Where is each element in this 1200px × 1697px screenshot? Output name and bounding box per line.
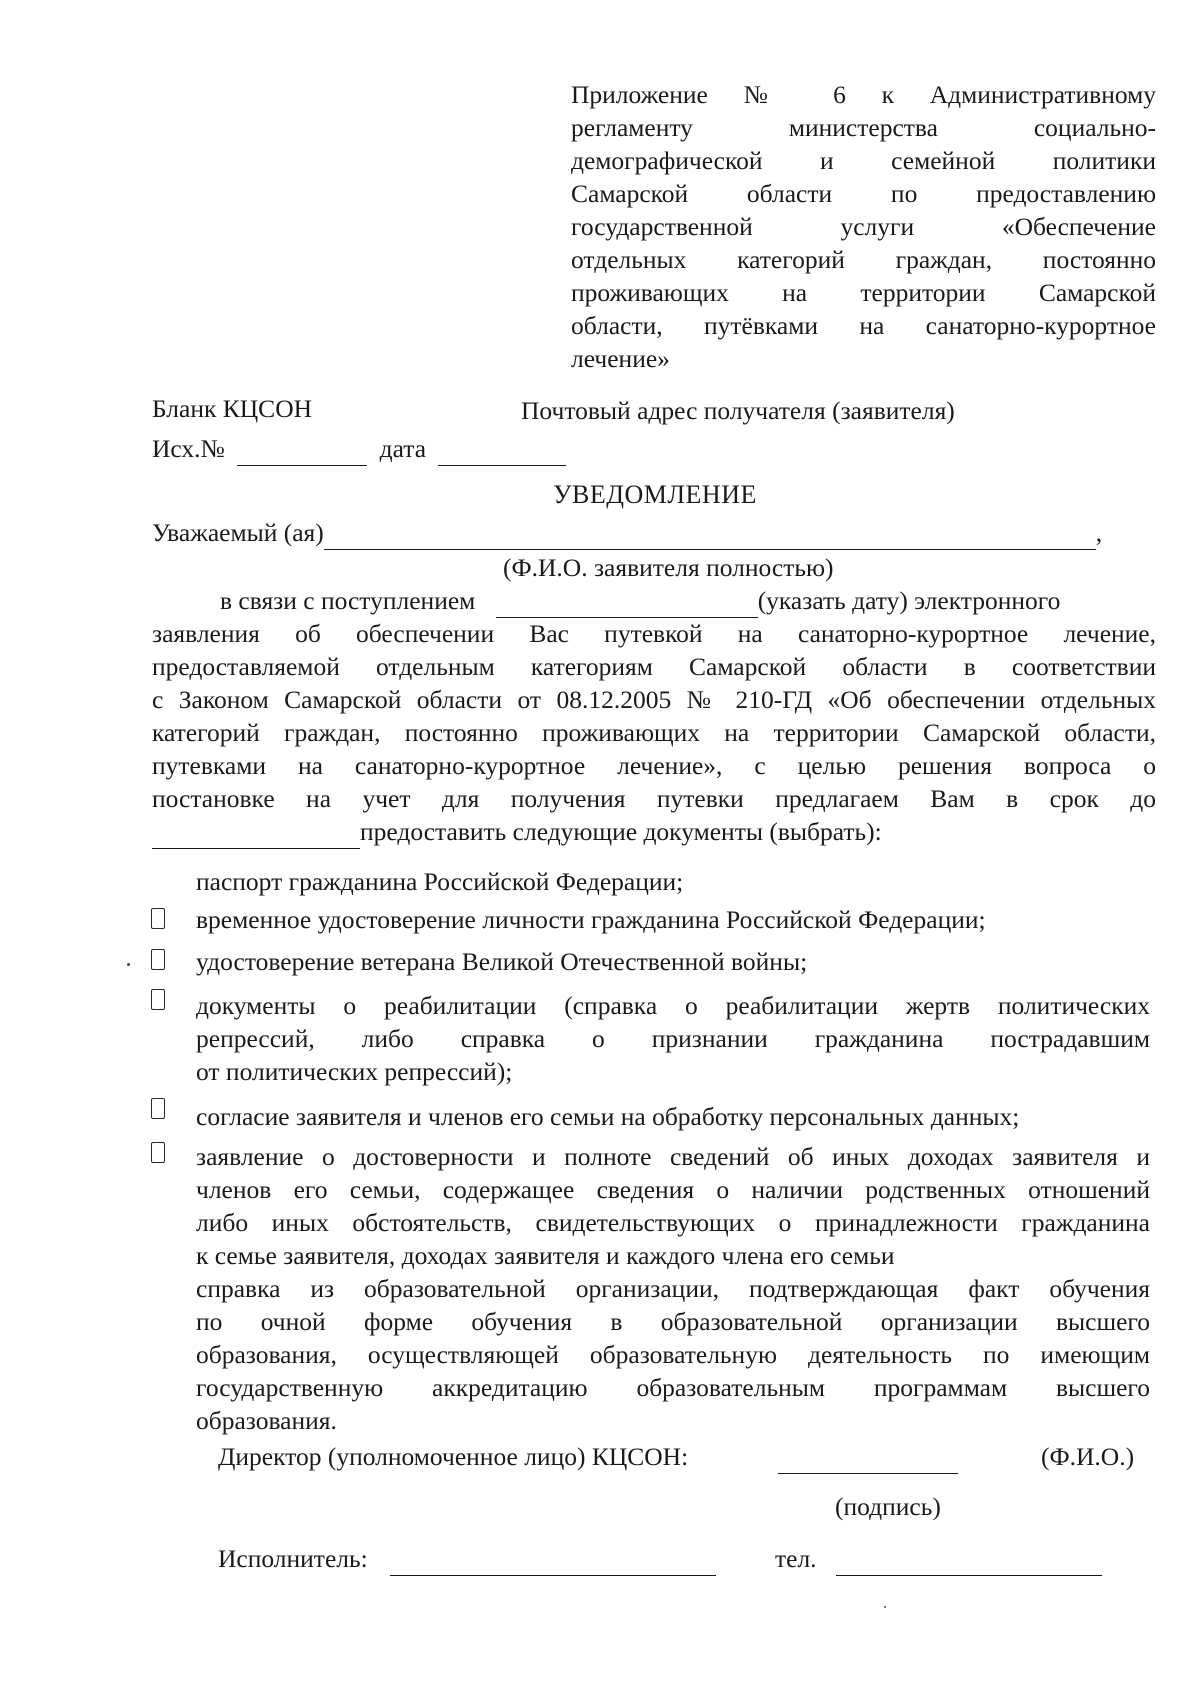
document-item-line: образования. (196, 1406, 337, 1435)
phone-label: тел. (775, 1544, 817, 1573)
applicant-name-hint: (Ф.И.О. заявителя полностью) (503, 553, 834, 582)
consent-checkbox[interactable] (151, 1098, 165, 1119)
document-item-line: справка из образовательной организации, подтверждающая факт обучения (196, 1274, 1150, 1303)
document-item-line: государственную аккредитацию образовательным программам высшего (196, 1373, 1150, 1402)
out-number-row (152, 432, 566, 466)
director-label: Директор (уполномоченное лицо) КЦСОН: (218, 1442, 689, 1471)
document-item-line: по очной форме обучения в образовательной организации высшего (196, 1307, 1150, 1336)
body-paragraph (152, 617, 1156, 849)
document-item-temp-id (196, 903, 1150, 936)
annex-block (571, 78, 1156, 375)
annex-line: области, путёвками на санаторно-курортное (571, 311, 1156, 340)
salutation-row (152, 516, 1102, 550)
signature-hint: (подпись) (835, 1492, 941, 1521)
salutation-comma: , (1095, 518, 1103, 547)
intro-hint: (указать дату) электронного (757, 586, 1061, 615)
annex-line: государственной услуги «Обеспечение (571, 212, 1156, 241)
document-item-consent (196, 1100, 1150, 1133)
closing-suffix: предоставить следующие документы (выбрать): (360, 817, 882, 846)
phone-field[interactable] (836, 1542, 1102, 1576)
document-item-text: удостоверение ветерана Великой Отечественной войны; (196, 947, 808, 976)
document-item-text: временное удостоверение личности гражданина Российской Федерации; (196, 905, 986, 934)
body-line: постановке на учет для получения путевки предлагаем Вам в срок до (152, 784, 1156, 813)
intro-prefix: в связи с поступлением (220, 586, 476, 615)
rehabilitation-checkbox[interactable] (151, 989, 165, 1010)
application-date-field[interactable] (496, 584, 758, 618)
document-item-rehabilitation (196, 989, 1150, 1088)
document-item-line: либо иных обстоятельств, свидетельствующих о принадлежности гражданина (196, 1208, 1150, 1237)
executor-field[interactable] (390, 1542, 716, 1576)
body-line: с Законом Самарской области от 08.12.2005 № 210-ГД «Об обеспечении отдельных (152, 685, 1156, 714)
document-item-education-certificate (196, 1272, 1150, 1437)
income-statement-checkbox[interactable] (151, 1142, 165, 1163)
document-item-passport (196, 865, 1150, 898)
document-item-line: членов его семьи, содержащее сведения о наличии родственных отношений (196, 1175, 1150, 1204)
body-line: путевками на санаторно-курортное лечение», с целью решения вопроса о (152, 751, 1156, 780)
intro-row (220, 584, 1156, 618)
document-item-line: к семье заявителя, доходах заявителя и каждого члена его семьи (196, 1241, 895, 1270)
scan-speck (127, 963, 130, 966)
temp-id-checkbox[interactable] (151, 908, 165, 929)
document-item-line: репрессий, либо справка о признании гражданина пострадавшим (196, 1024, 1150, 1053)
deadline-field[interactable] (152, 815, 360, 849)
body-line: предоставляемой отдельным категориям Самарской области в соответствии (152, 652, 1156, 681)
annex-line: демографической и семейной политики (571, 146, 1156, 175)
document-item-income-statement (196, 1140, 1150, 1272)
annex-line: отдельных категорий граждан, постоянно (571, 245, 1156, 274)
document-item-text: согласие заявителя и членов его семьи на обработку персональных данных; (196, 1102, 1020, 1131)
out-number-label: Исх.№ (152, 434, 225, 463)
body-line: заявления об обеспечении Вас путевкой на санаторно-курортное лечение, (152, 619, 1156, 648)
date-label: дата (379, 434, 427, 463)
annex-line: Самарской области по предоставлению (571, 179, 1156, 208)
recipient-address-label: Почтовый адрес получателя (заявителя) (521, 396, 955, 425)
scan-speck (884, 1606, 886, 1608)
document-item-veteran-id (196, 945, 1150, 978)
deadline-row (152, 815, 1156, 849)
executor-label: Исполнитель: (218, 1544, 368, 1573)
applicant-name-field[interactable] (324, 516, 1096, 550)
document-item-line: от политических репрессий); (196, 1057, 513, 1086)
salutation-label: Уважаемый (ая) (152, 518, 324, 547)
form-label: Бланк КЦСОН (152, 394, 313, 423)
annex-line: Приложение № 6 к Административному (571, 80, 1156, 109)
director-fio-label: (Ф.И.О.) (1041, 1442, 1135, 1471)
document-item-line: заявление о достоверности и полноте сведений об иных доходах заявителя и (196, 1142, 1150, 1171)
date-field[interactable] (438, 432, 566, 466)
veteran-id-checkbox[interactable] (151, 949, 165, 970)
body-line: категорий граждан, постоянно проживающих на территории Самарской области, (152, 718, 1156, 747)
document-item-line: документы о реабилитации (справка о реабилитации жертв политических (196, 991, 1150, 1020)
annex-line: проживающих на территории Самарской (571, 278, 1156, 307)
annex-line: регламенту министерства социально- (571, 113, 1156, 142)
out-number-field[interactable] (237, 432, 367, 466)
annex-line: лечение» (571, 344, 670, 373)
document-item-line: образования, осуществляющей образовательную деятельность по имеющим (196, 1340, 1150, 1369)
director-signature-field[interactable] (778, 1440, 958, 1474)
document-item-text: паспорт гражданина Российской Федерации; (196, 867, 684, 896)
document-title: УВЕДОМЛЕНИЕ (553, 480, 757, 509)
